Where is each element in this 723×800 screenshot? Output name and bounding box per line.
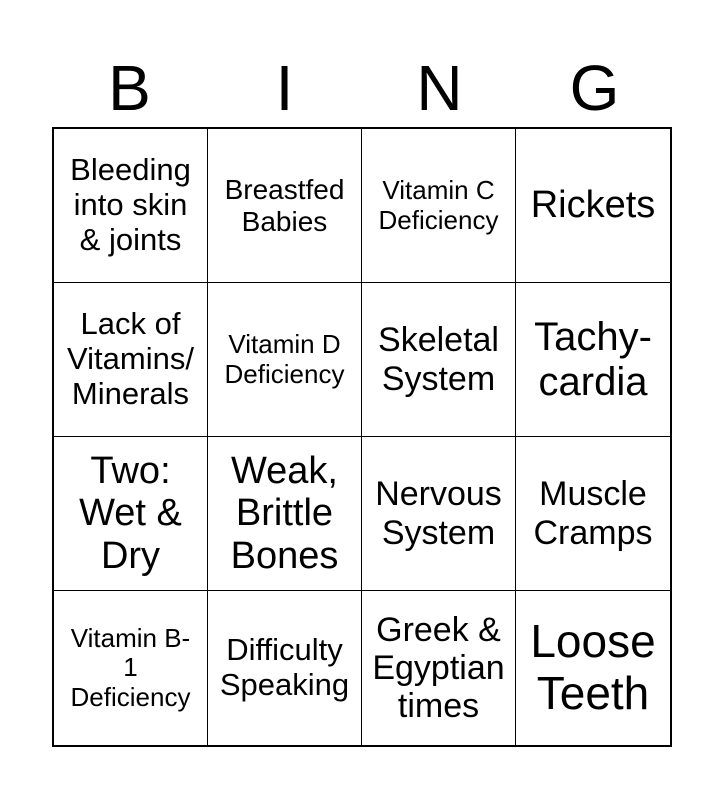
- bingo-cell[interactable]: [208, 437, 362, 591]
- bingo-cell[interactable]: [54, 437, 208, 591]
- cell-text: Skeletal System: [378, 321, 499, 398]
- bingo-cell[interactable]: [516, 283, 670, 437]
- cell-text: Weak, Brittle Bones: [230, 449, 339, 577]
- cell-text: Two: Wet & Dry: [79, 449, 182, 577]
- cell-text: Breastfed Babies: [224, 174, 345, 237]
- cell-text: Muscle Cramps: [533, 475, 653, 552]
- bingo-cell[interactable]: [516, 129, 670, 283]
- bingo-cell[interactable]: [362, 591, 516, 745]
- bingo-cell[interactable]: [516, 591, 670, 745]
- cell-text: Vitamin C Deficiency: [378, 175, 499, 235]
- cell-text: Nervous System: [375, 475, 502, 552]
- cell-text: Lack of Vitamins/ Minerals: [67, 306, 194, 411]
- bingo-cell[interactable]: [54, 129, 208, 283]
- cell-text: Rickets: [530, 184, 656, 227]
- bingo-cell[interactable]: [362, 437, 516, 591]
- cell-text: Greek & Egyptian times: [372, 610, 505, 726]
- cell-text: Vitamin D Deficiency: [224, 329, 345, 389]
- cell-text: Bleeding into skin & joints: [70, 152, 191, 257]
- bingo-cell[interactable]: [54, 283, 208, 437]
- bingo-cell[interactable]: [362, 283, 516, 437]
- header-letter-i: I: [275, 52, 294, 124]
- cell-text: Difficulty Speaking: [219, 632, 350, 702]
- bingo-cell[interactable]: [516, 437, 670, 591]
- bingo-board: [52, 127, 672, 747]
- cell-text: Vitamin B- 1 Deficiency: [70, 623, 191, 712]
- bingo-cell[interactable]: [208, 283, 362, 437]
- header-letter-n: N: [416, 52, 463, 124]
- bingo-cell[interactable]: [54, 591, 208, 745]
- bingo-header: [52, 48, 672, 128]
- bingo-cell[interactable]: [208, 591, 362, 745]
- bingo-cell[interactable]: [362, 129, 516, 283]
- cell-text: Loose Teeth: [530, 615, 656, 719]
- header-letter-g: G: [569, 52, 620, 124]
- bingo-cell[interactable]: [208, 129, 362, 283]
- header-letter-b: B: [108, 52, 151, 124]
- cell-text: Tachy- cardia: [534, 314, 652, 404]
